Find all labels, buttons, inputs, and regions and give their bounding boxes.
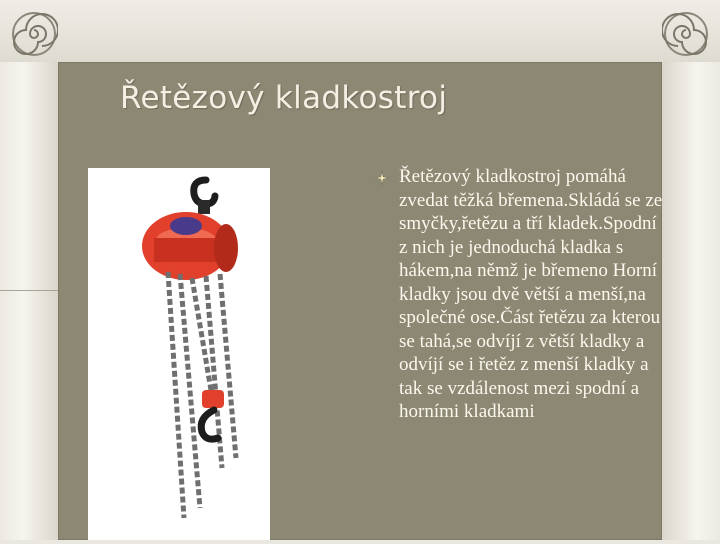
star-bullet-icon	[375, 171, 389, 185]
divider	[0, 290, 58, 291]
slide-title: Řetězový kladkostroj	[120, 80, 448, 116]
chain-hoist-illustration	[88, 168, 270, 540]
left-column	[0, 62, 58, 540]
spiral-ornament-icon	[662, 10, 710, 58]
right-column	[662, 62, 720, 540]
bullet-text: Řetězový kladkostroj pomáhá zvedat těžká břemena.Skládá se ze smyčky,řetězu a tří kladek.Spodní z nich je jednoduchá kladka s hákem,na němž je břemeno Horní kladky jsou dvě větší a menší,na společné ose.Část řetězu za kterou se tahá,se odvíjí z větší kladky a odvíjí se i řetěz z menší kladky a tak se vzdálenost mezi spodní a horními kladkami	[399, 166, 663, 422]
frame-lintel	[0, 0, 720, 63]
spiral-ornament-icon	[10, 10, 58, 58]
chain-hoist-photo	[88, 168, 270, 540]
